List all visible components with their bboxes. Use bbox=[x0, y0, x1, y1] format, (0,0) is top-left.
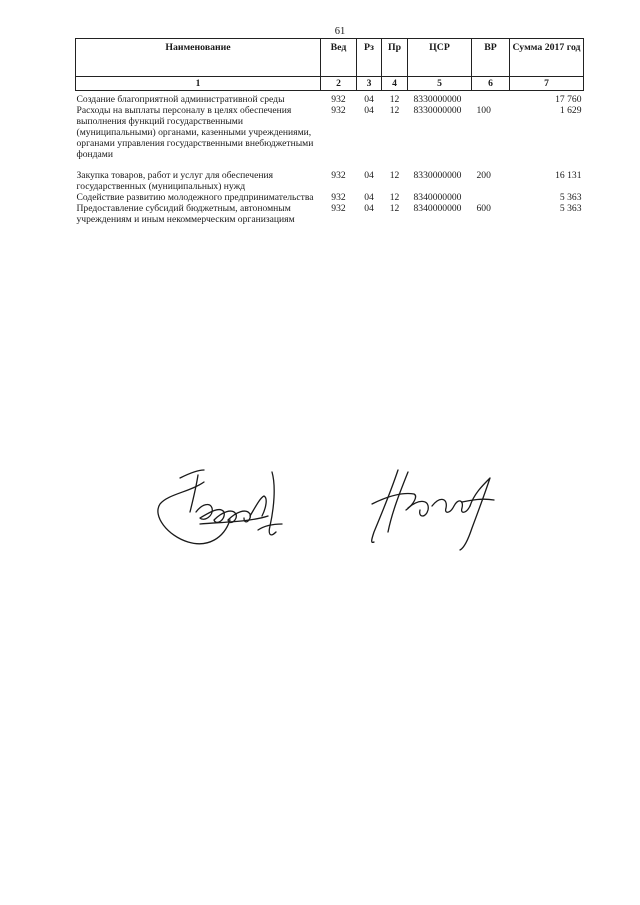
row-ved: 932 bbox=[331, 203, 346, 214]
row-name: Расходы на выплаты персоналу в целях обеспечения выполнения функций государственными (муниципальными) органами, казенными учреждениями, органами управления государственными внебюджетными фондами bbox=[76, 105, 314, 160]
column-number: 1 bbox=[76, 77, 321, 91]
column-number: 4 bbox=[382, 77, 408, 91]
row-csr: 8330000000 bbox=[413, 170, 462, 181]
header-csr: ЦСР bbox=[408, 39, 472, 77]
row-rz: 04 bbox=[364, 192, 374, 203]
row-csr: 8330000000 bbox=[413, 94, 462, 105]
row-vr: 200 bbox=[476, 170, 491, 181]
table-header bbox=[76, 39, 584, 91]
signature-left bbox=[158, 470, 282, 544]
row-vr bbox=[472, 192, 510, 203]
row-csr: 8340000000 bbox=[413, 192, 462, 203]
row-sum: 1 629 bbox=[559, 105, 582, 116]
row-ved: 932 bbox=[331, 192, 346, 203]
table-row bbox=[76, 105, 584, 160]
table-body bbox=[76, 91, 584, 226]
row-name: Предоставление субсидий бюджетным, автономным учреждениям и иным некоммерческим организациям bbox=[76, 203, 295, 225]
row-ved: 932 bbox=[331, 105, 346, 116]
row-vr: 600 bbox=[476, 203, 491, 214]
page-number: 61 bbox=[334, 26, 346, 37]
row-rz: 04 bbox=[364, 94, 374, 105]
row-name: Создание благоприятной административной среды bbox=[76, 94, 285, 105]
column-number: 2 bbox=[321, 77, 357, 91]
header-vr: ВР bbox=[472, 39, 510, 77]
row-sum: 5 363 bbox=[559, 192, 582, 203]
header-name: Наименование bbox=[76, 39, 321, 77]
row-pr: 12 bbox=[389, 105, 400, 116]
column-number: 5 bbox=[408, 77, 472, 91]
column-number: 7 bbox=[510, 77, 584, 91]
table-row bbox=[76, 203, 584, 225]
header-sum: Сумма 2017 год bbox=[510, 39, 584, 77]
row-ved: 932 bbox=[331, 94, 346, 105]
budget-table bbox=[75, 38, 584, 225]
row-spacer bbox=[76, 160, 584, 170]
row-vr bbox=[472, 91, 510, 106]
row-rz: 04 bbox=[364, 170, 374, 181]
row-pr: 12 bbox=[389, 203, 400, 214]
row-sum: 17 760 bbox=[555, 94, 582, 105]
row-csr: 8330000000 bbox=[413, 105, 462, 116]
table-row bbox=[76, 192, 584, 203]
column-number: 6 bbox=[472, 77, 510, 91]
row-pr: 12 bbox=[389, 170, 400, 181]
row-csr: 8340000000 bbox=[413, 203, 462, 214]
header-ved: Вед bbox=[321, 39, 357, 77]
column-number: 3 bbox=[357, 77, 382, 91]
signature-right bbox=[372, 470, 494, 550]
header-rz: Рз bbox=[357, 39, 382, 77]
row-name: Закупка товаров, работ и услуг для обеспечения государственных (муниципальных) нужд bbox=[76, 170, 274, 192]
row-vr: 100 bbox=[476, 105, 491, 116]
row-name: Содействие развитию молодежного предпринимательства bbox=[76, 192, 314, 203]
header-pr: Пр bbox=[382, 39, 408, 77]
row-ved: 932 bbox=[331, 170, 346, 181]
table-row bbox=[76, 91, 584, 106]
row-rz: 04 bbox=[364, 203, 374, 214]
table-row bbox=[76, 170, 584, 192]
row-sum: 5 363 bbox=[559, 203, 582, 214]
row-rz: 04 bbox=[364, 105, 374, 116]
row-pr: 12 bbox=[389, 94, 400, 105]
row-pr: 12 bbox=[389, 192, 400, 203]
column-number-row bbox=[76, 77, 584, 91]
row-sum: 16 131 bbox=[555, 170, 582, 181]
